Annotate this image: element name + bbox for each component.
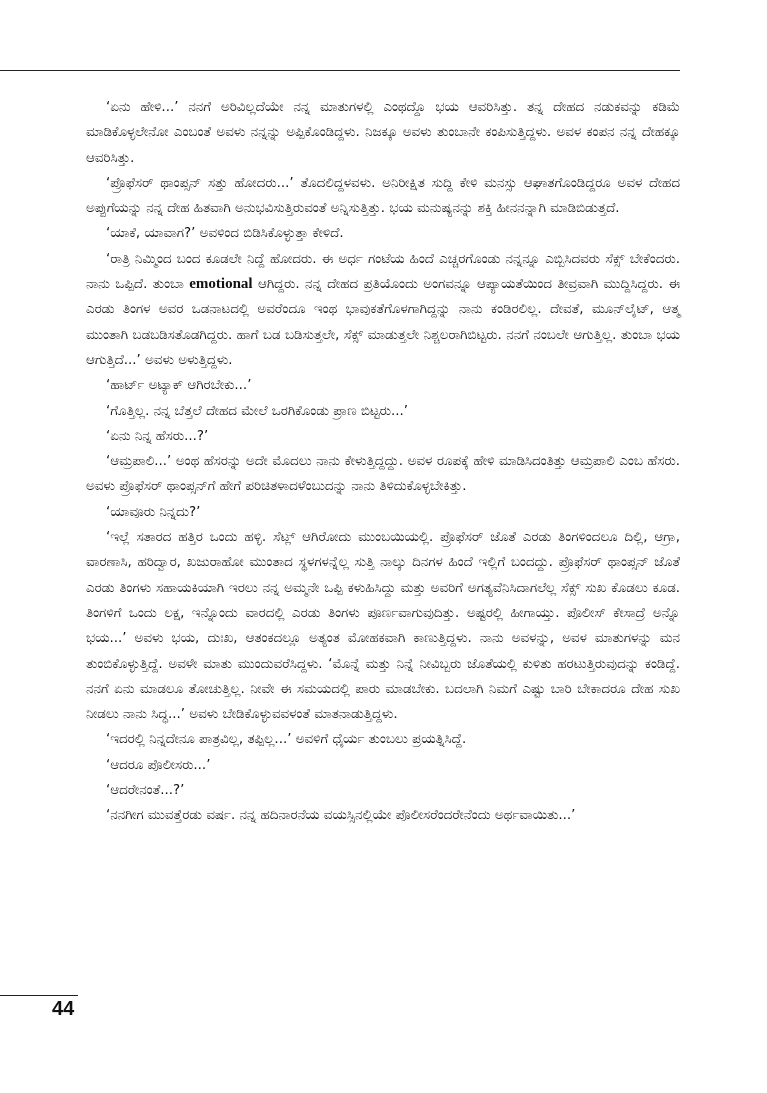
paragraph: ‘ಯಾಕೆ, ಯಾವಾಗ?’ ಅವಳಿಂದ ಬಿಡಿಸಿಕೊಳ್ಳುತ್ತಾ ಕೇಳಿದೆ. [106,226,344,242]
paragraph: ‘ಆಮ್ರಪಾಲಿ...’ ಅಂಥ ಹೆಸರನ್ನು ಅದೇ ಮೊದಲು ನಾನು ಕೇಳುತ್ತಿದ್ದದ್ದು. ಅವಳ ರೂಪಕ್ಕೆ ಹೇಳಿ ಮಾಡಿಸಿದಂತಿತ್ತು ಆಮ್ರಪಾಲಿ ಎಂಬ ಹೆಸರು. ಅವಳು ಪ್ರೊಫೆಸರ್ ಥಾಂಪ್ಸನ್‌ಗೆ ಹೇಗೆ ಪರಿಚಿತಳಾದಳೆಂಬುದನ್ನು ನಾನು ತಿಳಿದುಕೊಳ್ಳಬೇಕಿತ್ತು. [86,454,680,495]
header-rule [0,70,680,71]
paragraph: ‘ಆದರೇನಂತೆ...?’ [106,783,185,799]
paragraph: ‘ಏನು ಹೇಳಿ...’ ನನಗೆ ಅರಿವಿಲ್ಲದೆಯೇ ನನ್ನ ಮಾತುಗಳಲ್ಲಿ ಎಂಥದ್ದೊ ಭಯ ಆವರಿಸಿತ್ತು. ತನ್ನ ದೇಹದ ನಡುಕವನ್ನು ಕಡಿಮೆ ಮಾಡಿಕೊಳ್ಳಲೇನೋ ಎಂಬಂತೆ ಅವಳು ನನ್ನನ್ನು ಅಪ್ಪಿಕೊಂಡಿದ್ದಳು. ನಿಜಕ್ಕೂ ಅವಳು ತುಂಬಾನೇ ಕಂಪಿಸುತ್ತಿದ್ದಳು. ಅವಳ ಕಂಪನ ನನ್ನ ದೇಹಕ್ಕೂ ಆವರಿಸಿತ್ತು. [86,100,680,166]
paragraph: ‘ನನಗೀಗ ಮುವತ್ತೆರಡು ವರ್ಷ. ನನ್ನ ಹದಿನಾರನೆಯ ವಯಸ್ಸಿನಲ್ಲಿಯೇ ಪೊಲೀಸರೆಂದರೇನೆಂದು ಅರ್ಥವಾಯಿತು...’ [106,808,576,824]
body-text [86,95,680,829]
paragraph: ‘ಹಾರ್ಟ್ ಅಟ್ಯಾಕ್ ಆಗಿರಬೇಕು...’ [106,378,252,394]
page-number: 44 [52,998,75,1020]
footer-rule [0,995,78,996]
paragraph: ‘ಆದರೂ ಪೊಲೀಸರು...’ [106,757,211,773]
paragraph: ‘ಯಾವೂರು ನಿನ್ನದು?’ [106,504,201,520]
paragraph [86,247,680,373]
paragraph: ‘ಇಲ್ಲೆ ಸತಾರದ ಹತ್ತಿರ ಒಂದು ಹಳ್ಳಿ. ಸೆಟ್ಲ್ ಆಗಿರೋದು ಮುಂಬಯಿಯಲ್ಲಿ. ಪ್ರೊಫೆಸರ್ ಜೊತೆ ಎರಡು ತಿಂಗಳಿಂದಲೂ ದಿಲ್ಲಿ, ಆಗ್ರಾ, ವಾರಣಾಸಿ, ಹರಿದ್ವಾರ, ಖಜುರಾಹೋ ಮುಂತಾದ ಸ್ಥಳಗಳನ್ನೆಲ್ಲ ಸುತ್ತಿ ನಾಲ್ಕು ದಿನಗಳ ಹಿಂದೆ ಇಲ್ಲಿಗೆ ಬಂದದ್ದು. ಪ್ರೊಫೆಸರ್ ಥಾಂಪ್ಸನ್ ಜೊತೆ ಎರಡು ತಿಂಗಳು ಸಹಾಯಕಿಯಾಗಿ ಇರಲು ನನ್ನ ಅಮ್ಮನೇ ಒಪ್ಪಿ ಕಳುಹಿಸಿದ್ದು ಮತ್ತು ಅವರಿಗೆ ಅಗತ್ಯವೆನಿಸಿದಾಗಲೆಲ್ಲ ಸೆಕ್ಸ್ ಸುಖ ಕೊಡಲು ಕೂಡ. ತಿಂಗಳಿಗೆ ಒಂದು ಲಕ್ಷ, ಇನ್ನೊಂದು ವಾರದಲ್ಲಿ ಎರಡು ತಿಂಗಳು ಪೂರ್ಣವಾಗುವುದಿತ್ತು. ಅಷ್ಟರಲ್ಲಿ ಹೀಗಾಯ್ತು. ಪೊಲೀಸ್ ಕೇಸಾದ್ರೆ ಅನ್ನೊ ಭಯ...’ ಅವಳು ಭಯ, ದುಃಖ, ಆತಂಕದಲ್ಲೂ ಅತ್ಯಂತ ಮೋಹಕವಾಗಿ ಕಾಣುತ್ತಿದ್ದಳು. ನಾನು ಅವಳನ್ನು, ಅವಳ ಮಾತುಗಳನ್ನು ಮನ ತುಂಬಿಕೊಳ್ಳುತ್ತಿದ್ದೆ. ಅವಳೇ ಮಾತು ಮುಂದುವರೆಸಿದ್ದಳು. ‘ಮೊನ್ನೆ ಮತ್ತು ನಿನ್ನೆ ನೀವಿಬ್ಬರು ಜೊತೆಯಲ್ಲಿ ಕುಳಿತು ಹರಟುತ್ತಿರುವುದನ್ನು ಕಂಡಿದ್ದೆ. ನನಗೆ ಏನು ಮಾಡಲೂ ತೋಚುತ್ತಿಲ್ಲ. ನೀವೇ ಈ ಸಮಯದಲ್ಲಿ ಪಾರು ಮಾಡಬೇಕು. ಬದಲಾಗಿ ನಿಮಗೆ ಎಷ್ಟು ಬಾರಿ ಬೇಕಾದರೂ ದೇಹ ಸುಖ ನೀಡಲು ನಾನು ಸಿದ್ಧ...’ ಅವಳು ಬೇಡಿಕೊಳ್ಳುವವಳಂತೆ ಮಾತನಾಡುತ್ತಿದ್ದಳು. [86,530,680,723]
paragraph-text: ಆಗಿದ್ದರು. ನನ್ನ ದೇಹದ ಪ್ರತಿಯೊಂದು ಅಂಗವನ್ನೂ ಆಪ್ಯಾಯತೆಯಿಂದ ತೀವ್ರವಾಗಿ ಮುದ್ದಿಸಿದ್ದರು. ಈ ಎರಡು ತಿಂಗಳ ಅವರ ಒಡನಾಟದಲ್ಲಿ ಅವರೆಂದೂ ಇಂಥ ಭಾವುಕತೆಗೊಳಗಾಗಿದ್ದನ್ನು ನಾನು ಕಂಡಿರಲಿಲ್ಲ. ದೇವತೆ, ಮೂನ್‌ಲೈಟ್, ಆತ್ಮ ಮುಂತಾಗಿ ಬಡಬಡಿಸತೊಡಗಿದ್ದರು. ಹಾಗೆ ಬಡ ಬಡಿಸುತ್ತಲೇ, ಸೆಕ್ಸ್ ಮಾಡುತ್ತಲೇ ನಿಶ್ಚಲರಾಗಿಬಿಟ್ಟರು. ನನಗೆ ನಂಬಲೇ ಆಗುತ್ತಿಲ್ಲ. ತುಂಬಾ ಭಯ ಆಗುತ್ತಿದೆ...’ ಅವಳು ಅಳುತ್ತಿದ್ದಳು. [86,277,680,368]
paragraph: ‘ಗೊತ್ತಿಲ್ಲ. ನನ್ನ ಬೆತ್ತಲೆ ದೇಹದ ಮೇಲೆ ಒರಗಿಕೊಂಡು ಪ್ರಾಣ ಬಿಟ್ಟರು...’ [106,403,408,419]
english-word: emotional [189,276,253,293]
paragraph: ‘ಏನು ನಿನ್ನ ಹೆಸರು...?’ [106,428,209,444]
paragraph: ‘ಇದರಲ್ಲಿ ನಿನ್ನದೇನೂ ಪಾತ್ರವಿಲ್ಲ, ತಪ್ಪಿಲ್ಲ...’ ಅವಳಿಗೆ ಧೈರ್ಯ ತುಂಬಲು ಪ್ರಯತ್ನಿಸಿದ್ದೆ. [106,732,467,748]
paragraph-text: ‘ರಾತ್ರಿ ನಿಮ್ಮಿಂದ ಬಂದ ಕೂಡಲೇ ನಿದ್ದೆ ಹೋದರು. ಈ ಅರ್ಧ ಗಂಟೆಯ ಹಿಂದೆ ಎಚ್ಚರಗೊಂಡು ನನ್ನನ್ನೂ ಎಬ್ಬಿಸಿದವರು ಸೆಕ್ಸ್ ಬೇಕೆಂದರು. ನಾನು ಒಪ್ಪಿದೆ. ತುಂಬಾ [86,251,680,293]
paragraph: ‘ಪ್ರೊಫೆಸರ್ ಥಾಂಪ್ಸನ್ ಸತ್ತು ಹೋದರು...’ ತೊದಲಿದ್ದಳವಳು. ಅನಿರೀಕ್ಷಿತ ಸುದ್ದಿ ಕೇಳಿ ಮನಸ್ಸು ಆಘಾತಗೊಂಡಿದ್ದರೂ ಅವಳ ದೇಹದ ಅಪ್ಪುಗೆಯನ್ನು ನನ್ನ ದೇಹ ಹಿತವಾಗಿ ಅನುಭವಿಸುತ್ತಿರುವಂತೆ ಅನ್ನಿಸುತ್ತಿತ್ತು. ಭಯ ಮನುಷ್ಯನನ್ನು ಶಕ್ತಿ ಹೀನನನ್ನಾಗಿ ಮಾಡಿಬಿಡುತ್ತದೆ. [86,175,680,217]
